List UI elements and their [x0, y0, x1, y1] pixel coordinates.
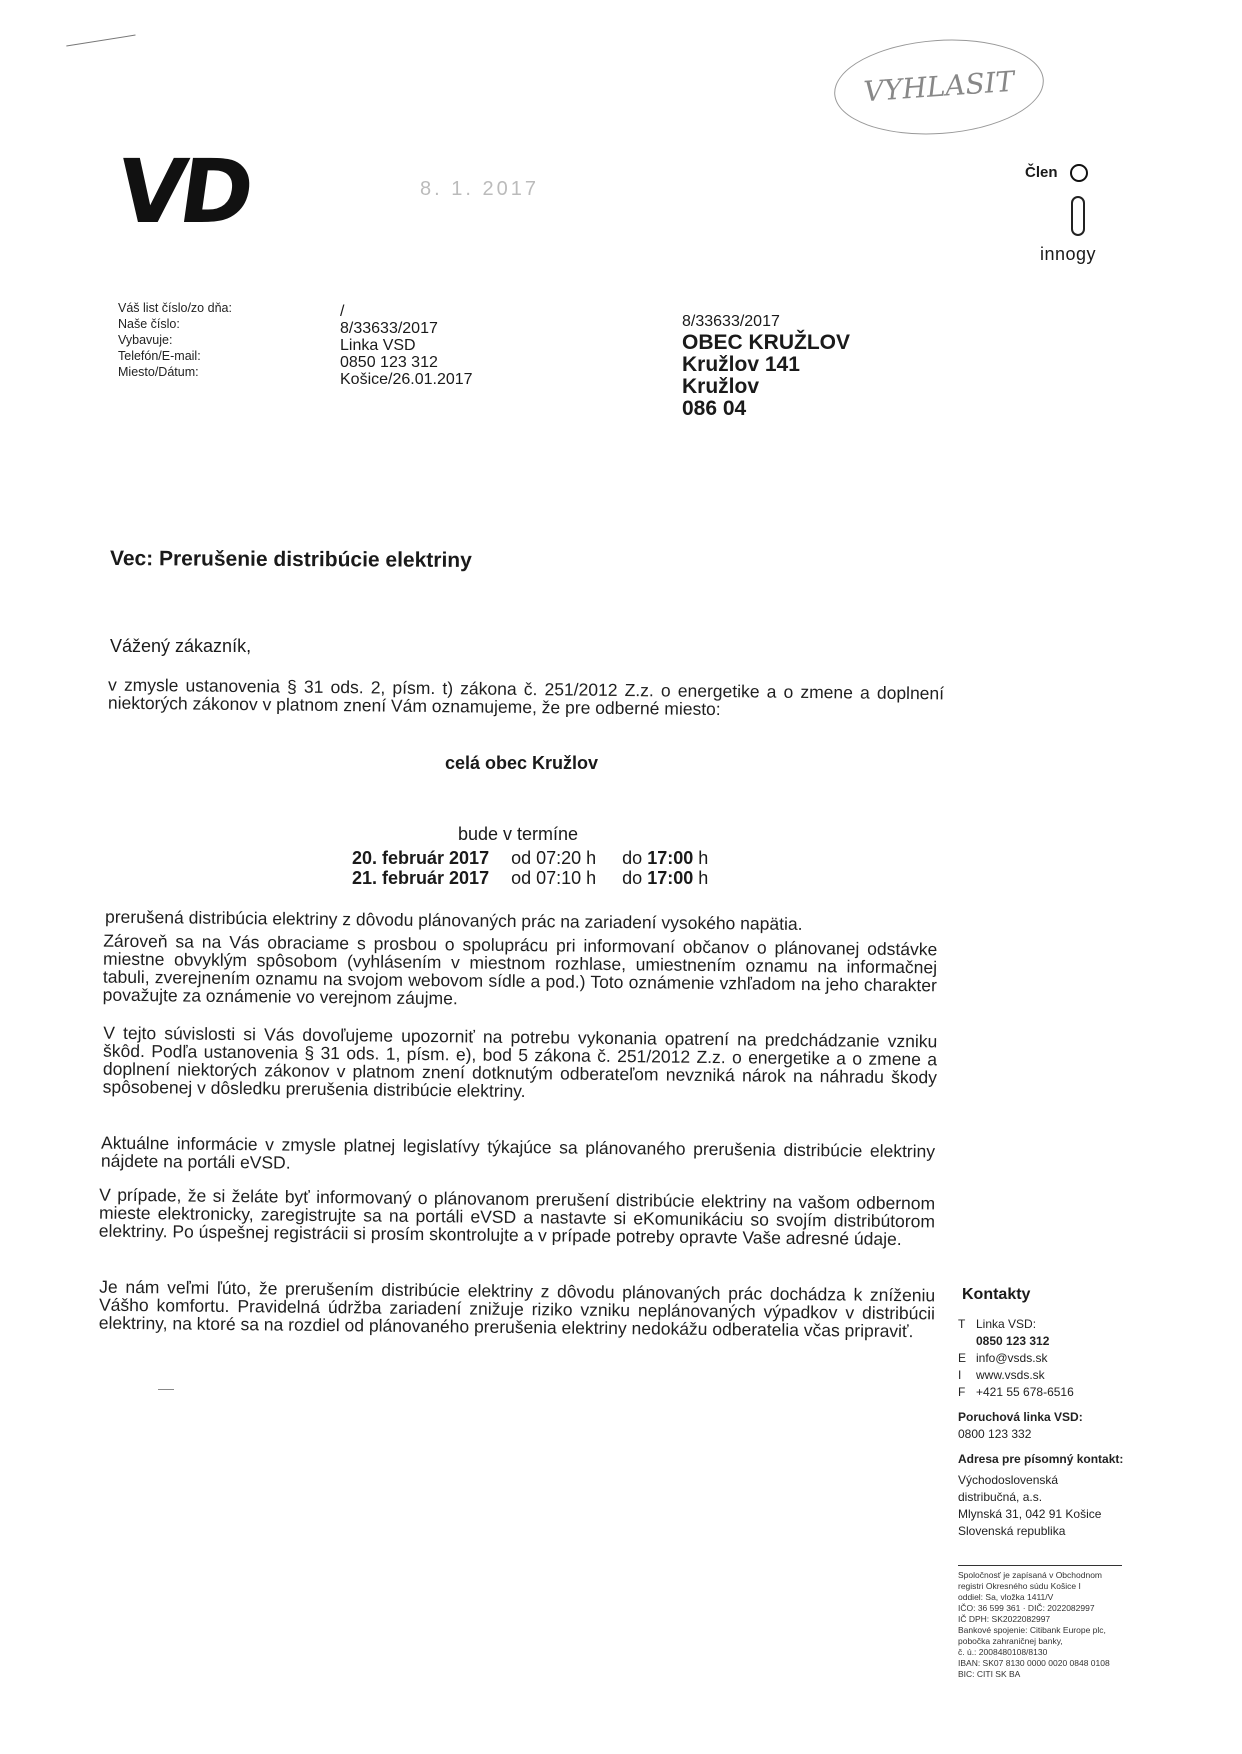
term-from: od 07:10 h	[511, 868, 597, 888]
letter-subject: Vec: Prerušenie distribúcie elektriny	[109, 547, 472, 572]
outage-terms	[352, 848, 716, 888]
term-date: 20. február 2017	[352, 848, 490, 868]
term-to-time: 17:00	[647, 848, 694, 868]
term-to-unit: h	[693, 868, 709, 888]
legal-line: oddiel: Sa, vložka 1411/V	[958, 1592, 1054, 1602]
address-line: Mlynská 31, 042 91 Košice	[958, 1507, 1102, 1521]
contact-key: I	[958, 1368, 962, 1382]
contact-phone-value	[958, 1333, 1123, 1350]
meta-value: Linka VSD	[340, 337, 416, 354]
fault-line-label: Poruchová linka VSD:	[958, 1410, 1083, 1424]
stray-mark	[158, 1389, 174, 1390]
legal-line: Bankové spojenie: Citibank Europe plc,	[958, 1625, 1106, 1635]
recipient-name: OBEC KRUŽLOV	[682, 331, 850, 354]
contacts-block	[958, 1316, 1123, 1540]
legal-line: pobočka zahraničnej banky,	[958, 1636, 1063, 1646]
meta-label: Váš list číslo/zo dňa:	[118, 301, 232, 315]
affected-place: celá obec Kružlov	[445, 753, 599, 773]
meta-value: 0850 123 312	[340, 354, 438, 371]
term-to-label: do	[622, 848, 648, 868]
term-date: 21. február 2017	[352, 868, 490, 888]
greeting: Vážený zákazník,	[110, 636, 252, 656]
recipient-address	[682, 312, 850, 420]
contact-key: F	[958, 1385, 966, 1399]
contact-value: info@vsds.sk	[976, 1351, 1048, 1365]
meta-value: /	[340, 303, 345, 320]
vsd-logo: VD	[110, 140, 255, 243]
body-paragraph: V tejto súvislosti si Vás dovoľujeme upozorniť na potrebu vykonania opatrení na predchádzanie vzniku škôd. Podľa ustanovenia § 31 ods. 1, písm. e), bod 5 zákona č. 251/2012 Z.z. o energetike a o zmene a doplnení niektorých zákonov v platnom znení dotknutým odberateľom nevzniká nárok na náhradu škody spôsobenej v dôsledku prerušenia distribúcie elektriny.	[102, 1022, 938, 1102]
body-paragraph: Aktuálne informácie v zmysle platnej legislatívy týkajúce sa plánovaného prerušenia distribúcie elektriny nájdete na portáli eVSD.	[100, 1132, 936, 1173]
address-line: distribučná, a.s.	[958, 1490, 1043, 1504]
address-line: Východoslovenská	[958, 1473, 1059, 1487]
term-row	[352, 848, 716, 868]
contact-web	[958, 1367, 1123, 1384]
recipient-ref: 8/33633/2017	[682, 313, 780, 330]
legal-line: BIC: CITI SK BA	[958, 1669, 1021, 1679]
meta-values	[340, 303, 473, 388]
legal-line: IČ DPH: SK2022082997	[958, 1614, 1051, 1624]
address-line: Slovenská republika	[958, 1524, 1066, 1538]
meta-label: Telefón/E-mail:	[118, 349, 201, 363]
legal-line: IČO: 36 599 361 · DIČ: 2022082997	[958, 1603, 1095, 1613]
contact-value: +421 55 678-6516	[976, 1385, 1074, 1399]
contact-key: T	[958, 1317, 966, 1331]
fault-line-value: 0800 123 332	[958, 1427, 1032, 1441]
term-to-label: do	[622, 868, 648, 888]
meta-value: Košice/26.01.2017	[340, 371, 473, 388]
contact-phone	[958, 1316, 1123, 1333]
contacts-title: Kontakty	[962, 1286, 1031, 1303]
recipient-zip: 086 04	[682, 397, 747, 420]
pen-scribble	[66, 35, 135, 48]
meta-label: Miesto/Dátum:	[118, 365, 199, 379]
term-intro: bude v termíne	[458, 824, 579, 844]
term-from: od 07:20 h	[511, 848, 597, 868]
legal-line: č. ú.: 2008480108/8130	[958, 1647, 1048, 1657]
contact-value: 0850 123 312	[976, 1334, 1050, 1348]
innogy-brand: innogy	[1040, 244, 1097, 264]
address-label: Adresa pre písomný kontakt:	[958, 1452, 1124, 1466]
member-label: Člen	[1025, 164, 1058, 181]
contact-fax	[958, 1384, 1123, 1401]
meta-label: Vybavuje:	[118, 333, 173, 347]
meta-value: 8/33633/2017	[340, 320, 438, 337]
meta-label: Naše číslo:	[118, 317, 180, 331]
contact-email	[958, 1350, 1123, 1367]
meta-labels	[118, 300, 232, 380]
circle-icon	[1070, 164, 1088, 182]
term-to-time: 17:00	[647, 868, 694, 888]
body-paragraph: prerušená distribúcia elektriny z dôvodu plánovaných prác na zariadení vysokého napätia.	[104, 906, 803, 934]
body-paragraph: Zároveň sa na Vás obraciame s prosbou o spoluprácu pri informovaní občanov o plánovanej odstávke miestne obvyklým spôsobom (vyhlásením v miestnom rozhlase, umiestnením oznamu na informačnej tabuli, zverejnením oznamu na svojom webovom sídle a pod.) Toto oznámenie vzhľadom na jeho charakter považujte za oznámenie vo verejnom záujme.	[102, 930, 938, 1009]
received-stamp: VYHLASIT	[831, 33, 1047, 141]
term-row	[352, 868, 716, 888]
term-to	[604, 848, 716, 868]
divider	[958, 1565, 1122, 1566]
recipient-city: Kružlov	[682, 375, 760, 398]
faint-date-stamp: 8. 1. 2017	[420, 178, 539, 200]
legal-line: registri Okresného súdu Košice I	[958, 1581, 1081, 1591]
contact-key: E	[958, 1351, 967, 1365]
recipient-street: Kružlov 141	[682, 353, 800, 376]
term-to-unit: h	[693, 848, 709, 868]
body-paragraph: V prípade, že si želáte byť informovaný o plánovanom prerušení distribúcie elektriny na vašom odbernom mieste elektronicky, zaregistrujte sa na portáli eVSD a nastavte si eKomunikáciu so svojím distribútorom elektriny. Po úspešnej registrácii si prosím skontrolujte a v prípade potreby opravte Vaše adresné údaje.	[98, 1184, 936, 1250]
legal-line: Spoločnosť je zapísaná v Obchodnom	[958, 1570, 1102, 1580]
contact-value: www.vsds.sk	[976, 1368, 1045, 1382]
body-paragraph: Je nám veľmi ľúto, že prerušením distribúcie elektriny z dôvodu plánovaných prác dochádza k zníženiu Vášho komfortu. Pravidelná údržba zariadení znižuje riziko vzniku neplánovaných výpadkov v distribúcii elektriny, na ktoré sa na rozdiel od plánovaného prerušenia elektriny nedokážu odberatelia včas pripraviť.	[98, 1276, 936, 1342]
innogy-mark-icon	[1071, 196, 1085, 236]
intro-paragraph: v zmysle ustanovenia § 31 ods. 2, písm. t) zákona č. 251/2012 Z.z. o energetike a o zmene a doplnení niektorých zákonov v platnom znení Vám oznamujeme, že pre odberné miesto:	[107, 674, 945, 720]
term-to	[604, 868, 716, 888]
contact-label: Linka VSD:	[976, 1317, 1037, 1331]
legal-info	[958, 1570, 1138, 1680]
legal-line: IBAN: SK07 8130 0000 0020 0848 0108	[958, 1658, 1110, 1668]
